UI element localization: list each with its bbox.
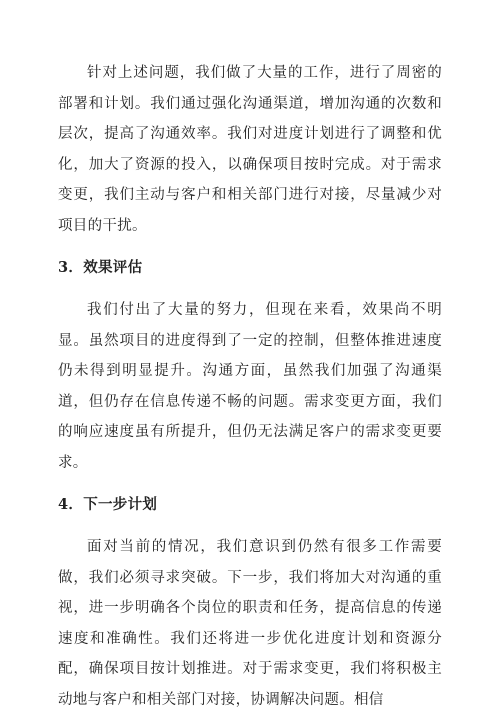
spacer: [58, 283, 442, 295]
section-heading-evaluation: 3．效果评估: [58, 259, 143, 276]
spacer: [58, 241, 442, 253]
document-page: [58, 58, 442, 715]
spacer: [58, 520, 442, 532]
paragraph-next-steps: 面对当前的情况，我们意识到仍然有很多工作需要做，我们必须寻求突破。下一步，我们将加大对沟通的重视，进一步明确各个岗位的职责和任务，提高信息的传递速度和准确性。我们还将进一步优化进度计划和资源分配，确保项目按计划推进。对于需求变更，我们将积极主动地与客户和相关部门对接，协调解决问题。相信: [58, 539, 442, 708]
paragraph-measures-taken: 针对上述问题，我们做了大量的工作，进行了周密的部署和计划。我们通过强化沟通渠道，增加沟通的次数和层次，提高了沟通效率。我们对进度计划进行了调整和优化，加大了资源的投入，以确保项目按时完成。对于需求变更，我们主动与客户和相关部门进行对接，尽量减少对项目的干扰。: [58, 65, 442, 234]
section-heading-next-steps: 4．下一步计划: [58, 496, 158, 513]
spacer: [58, 478, 442, 490]
paragraph-evaluation: 我们付出了大量的努力，但现在来看，效果尚不明显。虽然项目的进度得到了一定的控制，但整体推进速度仍未得到明显提升。沟通方面，虽然我们加强了沟通渠道，但仍存在信息传递不畅的问题。需求变更方面，我们的响应速度虽有所提升，但仍无法满足客户的需求变更要求。: [58, 302, 442, 471]
